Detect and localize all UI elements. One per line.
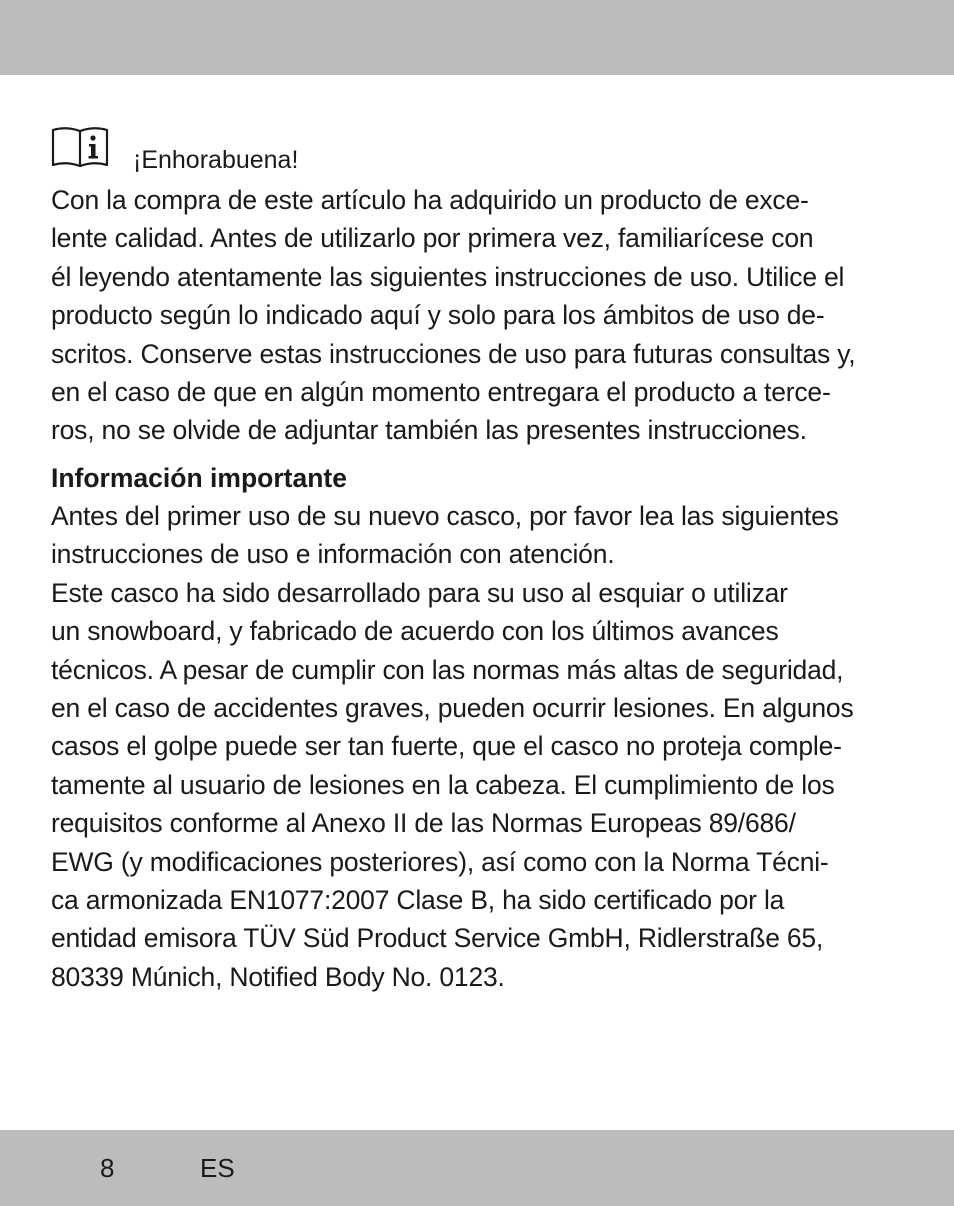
intro-line: lente calidad. Antes de utilizarlo por primera vez, familiarícese con (51, 223, 814, 254)
header-bar (0, 0, 954, 75)
footer-bar (0, 1130, 954, 1206)
intro-line: ros, no se olvide de adjuntar también las presentes instrucciones. (51, 415, 807, 446)
body-line: Antes del primer uso de su nuevo casco, por favor lea las siguientes (51, 501, 839, 531)
intro-line: Con la compra de este artículo ha adquirido un producto de exce- (51, 185, 809, 215)
body-line: ca armonizada EN1077:2007 Clase B, ha sido certificado por la (51, 885, 785, 916)
intro-paragraph (51, 181, 911, 450)
body-paragraph (51, 497, 911, 996)
body-line: entidad emisora TÜV Süd Product Service GmbH, Ridlerstraße 65, (51, 923, 824, 954)
body-line: Este casco ha sido desarrollado para su uso al esquiar o utilizar (51, 577, 788, 608)
body-line: en el caso de accidentes graves, pueden ocurrir lesiones. En algunos (51, 693, 854, 724)
language-code: ES (200, 1153, 235, 1183)
book-info-icon (51, 126, 109, 168)
body-line: 80339 Múnich, Notified Body No. 0123. (51, 961, 505, 992)
section-heading: Información importante (51, 463, 347, 493)
intro-line: en el caso de que en algún momento entregara el producto a terce- (51, 377, 831, 408)
page-number: 8 (100, 1153, 115, 1183)
body-line: casos el golpe puede ser tan fuerte, que el casco no proteja comple- (51, 731, 842, 762)
intro-line: producto según lo indicado aquí y solo para los ámbitos de uso de- (51, 300, 825, 331)
body-line: un snowboard, y fabricado de acuerdo con los últimos avances (51, 616, 779, 647)
intro-line: él leyendo atentamente las siguientes instrucciones de uso. Utilice el (51, 261, 845, 292)
intro-line: scritos. Conserve estas instrucciones de uso para futuras consultas y, (51, 338, 856, 369)
body-line: tamente al usuario de lesiones en la cabeza. El cumplimiento de los (51, 769, 835, 800)
body-line: requisitos conforme al Anexo II de las Normas Europeas 89/686/ (51, 808, 796, 839)
body-line: instrucciones de uso e información con atención. (51, 539, 615, 570)
body-line: técnicos. A pesar de cumplir con las normas más altas de seguridad, (51, 654, 844, 685)
greeting-text: ¡Enhorabuena! (133, 146, 299, 174)
body-line: EWG (y modificaciones posteriores), así como con la Norma Técni- (51, 846, 829, 877)
